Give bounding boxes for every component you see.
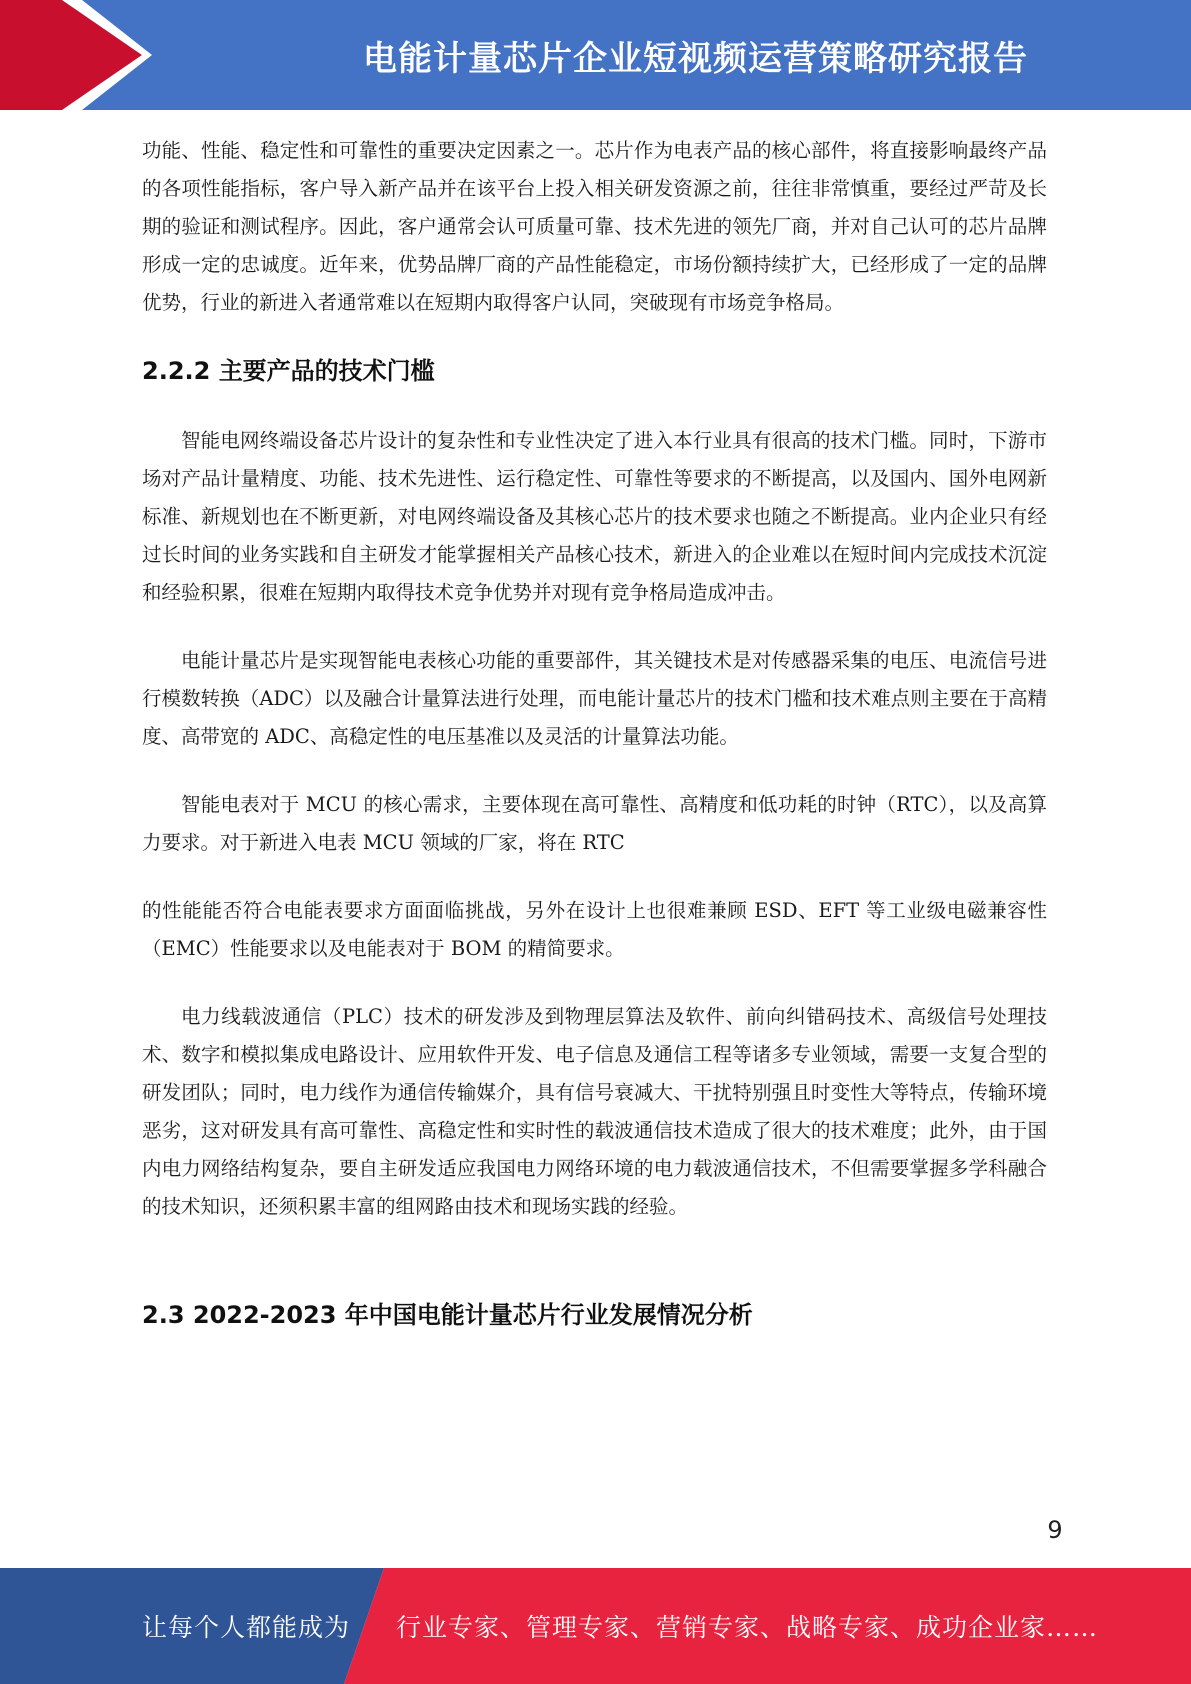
section-heading-2-3: 2.3 2022-2023 年中国电能计量芯片行业发展情况分析 (142, 1301, 753, 1329)
report-title: 电能计量芯片企业短视频运营策略研究报告 (363, 38, 1028, 79)
paragraph-metering-chip: 电能计量芯片是实现智能电表核心功能的重要部件，其关键技术是对传感器采集的电压、电流信号进行模数转换（ADC）以及融合计量算法进行处理，而电能计量芯片的技术门槛和技术难点则主要在于高精度、高带宽的 ADC、高稳定性的电压基准以及灵活的计量算法功能。 (142, 649, 1047, 748)
footer-slogan-left: 让每个人都能成为 (142, 1613, 351, 1642)
paragraph-technical-threshold: 智能电网终端设备芯片设计的复杂性和专业性决定了进入本行业具有很高的技术门槛。同时，下游市场对产品计量精度、功能、技术先进性、运行稳定性、可靠性等要求的不断提高，以及国内、国外电网新标准、新规划也在不断更新，对电网终端设备及其核心芯片的技术要求也随之不断提高。业内企业只有经过长时间的业务实践和自主研发才能掌握相关产品核心技术，新进入的企业难以在短时间内完成技术沉淀和经验积累，很难在短期内取得技术竞争优势并对现有竞争格局造成冲击。 (142, 429, 1047, 604)
paragraph-intro: 功能、性能、稳定性和可靠性的重要决定因素之一。芯片作为电表产品的核心部件，将直接影响最终产品的各项性能指标，客户导入新产品并在该平台上投入相关研发资源之前，往往非常慎重，要经过严苛及长期的验证和测试程序。因此，客户通常会认可质量可靠、技术先进的领先厂商，并对自己认可的芯片品牌形成一定的忠诚度。近年来，优势品牌厂商的产品性能稳定，市场份额持续扩大，已经形成了一定的品牌优势，行业的新进入者通常难以在短期内取得客户认同，突破现有市场竞争格局。 (142, 139, 1047, 314)
page-header (0, 0, 1191, 110)
document-body (142, 132, 1047, 1332)
page-number: 9 (1047, 1516, 1063, 1544)
footer-slogan-right: 行业专家、管理专家、营销专家、战略专家、成功企业家…… (396, 1613, 1099, 1642)
paragraph-mcu-needs: 智能电表对于 MCU 的核心需求，主要体现在高可靠性、高精度和低功耗的时钟（RTC），以及高算力要求。对于新进入电表 MCU 领域的厂家，将在 RTC (142, 793, 1047, 854)
section-heading-2-2-2: 2.2.2 主要产品的技术门槛 (142, 357, 435, 385)
page-footer (0, 1568, 1191, 1684)
paragraph-rtc-performance: 的性能能否符合电能表要求方面面临挑战，另外在设计上也很难兼顾 ESD、EFT 等工业级电磁兼容性（EMC）性能要求以及电能表对于 BOM 的精简要求。 (142, 899, 1047, 960)
paragraph-plc: 电力线载波通信（PLC）技术的研发涉及到物理层算法及软件、前向纠错码技术、高级信号处理技术、数字和模拟集成电路设计、应用软件开发、电子信息及通信工程等诸多专业领域，需要一支复合型的研发团队；同时，电力线作为通信传输媒介，具有信号衰减大、干扰特别强且时变性大等特点，传输环境恶劣，这对研发具有高可靠性、高稳定性和实时性的载波通信技术造成了很大的技术难度；此外，由于国内电力网络结构复杂，要自主研发适应我国电力网络环境的电力载波通信技术，不但需要掌握多学科融合的技术知识，还须积累丰富的组网路由技术和现场实践的经验。 (142, 1005, 1047, 1218)
